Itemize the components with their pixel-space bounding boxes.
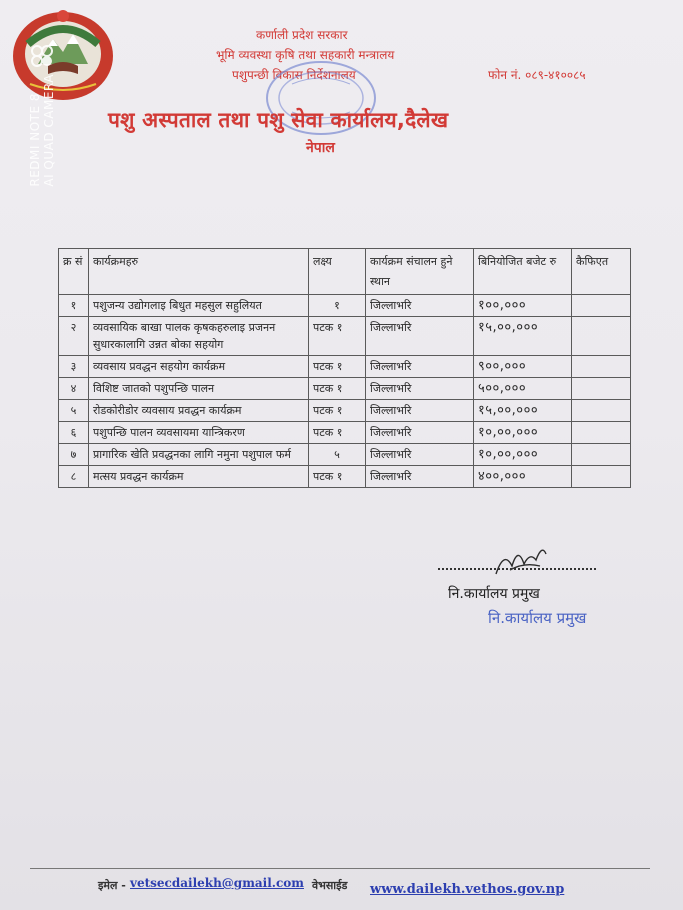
row-target: १ bbox=[309, 295, 366, 317]
website-label: वेभसाईड bbox=[312, 879, 348, 892]
row-place: जिल्लाभरि bbox=[366, 422, 474, 444]
camera-watermark-text: REDMI NOTE 8 AI QUAD CAMERA bbox=[28, 74, 56, 187]
nepal-emblem-icon bbox=[8, 4, 118, 104]
row-budget: ४००,००० bbox=[474, 466, 572, 488]
directorate-name: पशुपन्छी विकास निर्देशनालय bbox=[232, 68, 356, 82]
table-row bbox=[59, 466, 631, 488]
row-program: विशिष्ट जातको पशुपन्छि पालन bbox=[89, 378, 309, 400]
row-program: पशुपन्छि पालन व्यवसायमा यान्त्रिकरण bbox=[89, 422, 309, 444]
row-program: व्यवसाय प्रवद्धन सहयोग कार्यक्रम bbox=[89, 356, 309, 378]
row-program: मत्सय प्रवद्धन कार्यक्रम bbox=[89, 466, 309, 488]
row-num: ८ bbox=[59, 466, 89, 488]
row-target: पटक १ bbox=[309, 356, 366, 378]
table-row bbox=[59, 400, 631, 422]
row-target: पटक १ bbox=[309, 400, 366, 422]
row-remarks bbox=[572, 378, 631, 400]
country-name: नेपाल bbox=[306, 140, 335, 156]
header-place: कार्यक्रम संचालन हुने स्थान bbox=[366, 249, 474, 295]
handwritten-signature bbox=[490, 540, 550, 580]
row-place: जिल्लाभरि bbox=[366, 317, 474, 356]
table-header-row bbox=[59, 249, 631, 295]
row-num: ६ bbox=[59, 422, 89, 444]
table-row bbox=[59, 317, 631, 356]
row-target: पटक १ bbox=[309, 378, 366, 400]
row-program: पशुजन्य उद्योगलाइ बिधुत महसुल सहुलियत bbox=[89, 295, 309, 317]
signature-line bbox=[438, 568, 596, 570]
row-remarks bbox=[572, 317, 631, 356]
row-place: जिल्लाभरि bbox=[366, 400, 474, 422]
program-budget-table bbox=[58, 248, 631, 488]
table-row bbox=[59, 444, 631, 466]
row-remarks bbox=[572, 400, 631, 422]
row-program: प्रागारिक खेति प्रवद्धनका लागि नमुना पशुपाल फर्म bbox=[89, 444, 309, 466]
row-program: रोडकोरीडोर व्यवसाय प्रवद्धन कार्यक्रम bbox=[89, 400, 309, 422]
row-num: ५ bbox=[59, 400, 89, 422]
email-link[interactable]: vetsecdailekh@gmail.com bbox=[130, 876, 304, 890]
table-row bbox=[59, 378, 631, 400]
header-target: लक्ष्य bbox=[309, 249, 366, 295]
header-num: क्र सं bbox=[59, 249, 89, 295]
government-name: कर्णाली प्रदेश सरकार bbox=[256, 28, 348, 42]
row-target: ५ bbox=[309, 444, 366, 466]
signatory-stamp: नि.कार्यालय प्रमुख bbox=[488, 609, 587, 627]
phone-number: फोन नं. ०८९-४१००८५ bbox=[488, 68, 586, 82]
row-remarks bbox=[572, 295, 631, 317]
row-num: ४ bbox=[59, 378, 89, 400]
row-budget: १५,००,००० bbox=[474, 317, 572, 356]
row-budget: ९००,००० bbox=[474, 356, 572, 378]
website-link[interactable]: www.dailekh.vethos.gov.np bbox=[370, 882, 565, 897]
office-title: पशु अस्पताल तथा पशु सेवा कार्यालय,दैलेख bbox=[108, 108, 449, 132]
row-num: १ bbox=[59, 295, 89, 317]
row-place: जिल्लाभरि bbox=[366, 444, 474, 466]
row-num: ७ bbox=[59, 444, 89, 466]
table-row bbox=[59, 422, 631, 444]
signatory-title: नि.कार्यालय प्रमुख bbox=[448, 586, 540, 602]
row-place: जिल्लाभरि bbox=[366, 378, 474, 400]
row-place: जिल्लाभरि bbox=[366, 466, 474, 488]
camera-logo-icon bbox=[30, 44, 54, 68]
row-num: ३ bbox=[59, 356, 89, 378]
header-budget: बिनियोजित बजेट रु bbox=[474, 249, 572, 295]
row-program: व्यवसायिक बाखा पालक कृषकहरुलाइ प्रजनन सुधारकालागि उन्नत बोका सहयोग bbox=[89, 317, 309, 356]
header-remarks: कैफिएत bbox=[572, 249, 631, 295]
row-budget: १०,००,००० bbox=[474, 444, 572, 466]
ministry-name: भूमि व्यवस्था कृषि तथा सहकारी मन्त्रालय bbox=[216, 48, 395, 62]
row-target: पटक १ bbox=[309, 422, 366, 444]
row-target: पटक १ bbox=[309, 317, 366, 356]
row-budget: १००,००० bbox=[474, 295, 572, 317]
table-row bbox=[59, 295, 631, 317]
footer-divider bbox=[30, 868, 650, 869]
row-budget: १५,००,००० bbox=[474, 400, 572, 422]
row-place: जिल्लाभरि bbox=[366, 295, 474, 317]
table-row bbox=[59, 356, 631, 378]
email-label: इमेल - bbox=[98, 879, 126, 892]
row-remarks bbox=[572, 466, 631, 488]
row-remarks bbox=[572, 422, 631, 444]
row-target: पटक १ bbox=[309, 466, 366, 488]
row-num: २ bbox=[59, 317, 89, 356]
row-remarks bbox=[572, 356, 631, 378]
row-place: जिल्लाभरि bbox=[366, 356, 474, 378]
row-budget: १०,००,००० bbox=[474, 422, 572, 444]
row-budget: ५००,००० bbox=[474, 378, 572, 400]
header-program: कार्यक्रमहरु bbox=[89, 249, 309, 295]
row-remarks bbox=[572, 444, 631, 466]
